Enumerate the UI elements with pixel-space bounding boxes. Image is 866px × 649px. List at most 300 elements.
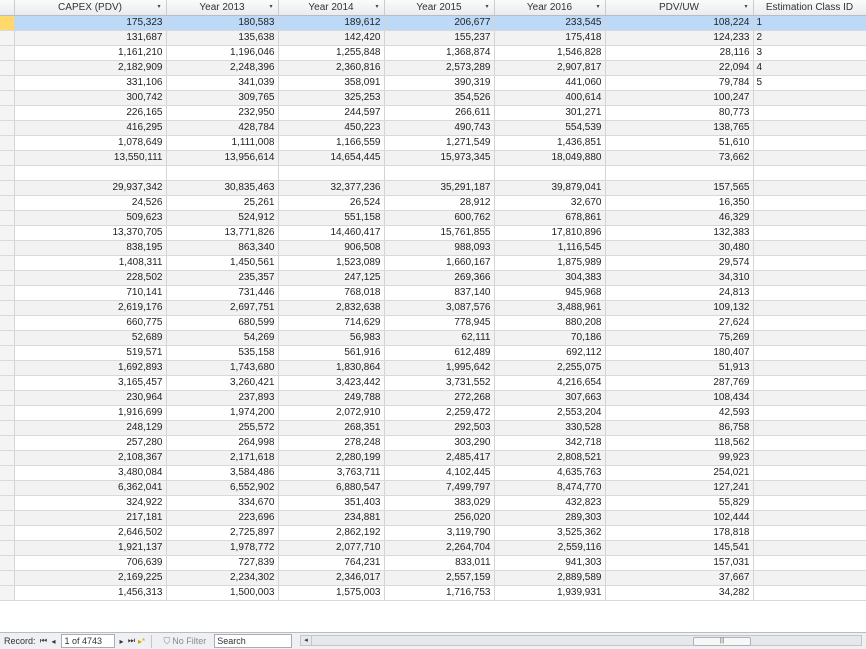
table-cell[interactable]: 254,021 — [605, 465, 753, 480]
table-cell[interactable]: 1,743,680 — [166, 360, 278, 375]
record-selector[interactable] — [0, 45, 14, 60]
table-row[interactable] — [0, 480, 866, 495]
record-selector[interactable] — [0, 450, 14, 465]
table-cell[interactable]: 2,234,302 — [166, 570, 278, 585]
record-selector[interactable] — [0, 165, 14, 180]
table-cell[interactable]: 244,597 — [278, 105, 384, 120]
table-cell[interactable]: 706,639 — [14, 555, 166, 570]
table-cell[interactable]: 1,716,753 — [384, 585, 494, 600]
table-cell[interactable]: 1,974,200 — [166, 405, 278, 420]
table-cell[interactable]: 13,771,826 — [166, 225, 278, 240]
table-cell[interactable]: 51,913 — [605, 360, 753, 375]
table-cell[interactable]: 509,623 — [14, 210, 166, 225]
table-cell[interactable]: 1,875,989 — [494, 255, 605, 270]
table-cell[interactable]: 30,480 — [605, 240, 753, 255]
table-row[interactable] — [0, 30, 866, 45]
record-selector[interactable] — [0, 555, 14, 570]
table-cell[interactable]: 1,575,003 — [278, 585, 384, 600]
table-cell[interactable]: 2,108,367 — [14, 450, 166, 465]
table-cell[interactable]: 22,094 — [605, 60, 753, 75]
table-cell[interactable] — [753, 390, 866, 405]
table-cell[interactable]: 2,573,289 — [384, 60, 494, 75]
table-cell[interactable]: 432,823 — [494, 495, 605, 510]
table-cell[interactable]: 561,916 — [278, 345, 384, 360]
table-cell[interactable]: 206,677 — [384, 15, 494, 30]
table-cell[interactable]: 3,087,576 — [384, 300, 494, 315]
record-selector[interactable] — [0, 585, 14, 600]
table-cell[interactable]: 1,660,167 — [384, 255, 494, 270]
table-cell[interactable]: 155,237 — [384, 30, 494, 45]
table-cell[interactable]: 135,638 — [166, 30, 278, 45]
record-selector[interactable] — [0, 180, 14, 195]
table-cell[interactable]: 1,116,545 — [494, 240, 605, 255]
table-cell[interactable]: 2,171,618 — [166, 450, 278, 465]
sort-dropdown-icon[interactable]: ▾ — [157, 4, 161, 10]
table-row[interactable] — [0, 420, 866, 435]
table-cell[interactable]: 838,195 — [14, 240, 166, 255]
table-cell[interactable] — [753, 240, 866, 255]
table-cell[interactable]: 145,541 — [605, 540, 753, 555]
table-cell[interactable] — [605, 165, 753, 180]
table-cell[interactable] — [384, 165, 494, 180]
table-cell[interactable]: 1,271,549 — [384, 135, 494, 150]
table-cell[interactable]: 75,269 — [605, 330, 753, 345]
table-cell[interactable]: 32,670 — [494, 195, 605, 210]
table-cell[interactable]: 301,271 — [494, 105, 605, 120]
table-cell[interactable]: 678,861 — [494, 210, 605, 225]
table-cell[interactable]: 2,072,910 — [278, 405, 384, 420]
table-cell[interactable]: 35,291,187 — [384, 180, 494, 195]
record-selector[interactable] — [0, 210, 14, 225]
table-cell[interactable]: 269,366 — [384, 270, 494, 285]
table-cell[interactable] — [753, 435, 866, 450]
record-selector[interactable] — [0, 510, 14, 525]
table-cell[interactable]: 138,765 — [605, 120, 753, 135]
record-selector[interactable] — [0, 390, 14, 405]
table-cell[interactable]: 2,559,116 — [494, 540, 605, 555]
table-cell[interactable]: 2,725,897 — [166, 525, 278, 540]
table-cell[interactable] — [753, 480, 866, 495]
table-cell[interactable]: 3,260,421 — [166, 375, 278, 390]
table-row[interactable] — [0, 90, 866, 105]
table-cell[interactable]: 124,233 — [605, 30, 753, 45]
table-cell[interactable]: 30,835,463 — [166, 180, 278, 195]
table-cell[interactable]: 535,158 — [166, 345, 278, 360]
record-selector[interactable] — [0, 195, 14, 210]
column-header-estimation-class-id[interactable] — [753, 0, 866, 15]
table-cell[interactable]: 232,950 — [166, 105, 278, 120]
first-record-icon[interactable]: ⏮ — [39, 636, 48, 645]
record-selector[interactable] — [0, 120, 14, 135]
table-cell[interactable]: 25,261 — [166, 195, 278, 210]
record-selector[interactable] — [0, 90, 14, 105]
table-cell[interactable]: 70,186 — [494, 330, 605, 345]
table-row[interactable] — [0, 315, 866, 330]
table-cell[interactable]: 554,539 — [494, 120, 605, 135]
table-cell[interactable] — [166, 165, 278, 180]
table-cell[interactable]: 680,599 — [166, 315, 278, 330]
table-cell[interactable] — [753, 135, 866, 150]
table-cell[interactable]: 2,557,159 — [384, 570, 494, 585]
table-cell[interactable]: 13,370,705 — [14, 225, 166, 240]
table-cell[interactable]: 287,769 — [605, 375, 753, 390]
table-cell[interactable]: 292,503 — [384, 420, 494, 435]
table-cell[interactable]: 102,444 — [605, 510, 753, 525]
table-cell[interactable]: 46,329 — [605, 210, 753, 225]
table-cell[interactable]: 131,687 — [14, 30, 166, 45]
record-selector[interactable] — [0, 300, 14, 315]
record-selector[interactable] — [0, 75, 14, 90]
next-record-icon[interactable]: ▸ — [119, 636, 124, 646]
table-cell[interactable]: 226,165 — [14, 105, 166, 120]
table-cell[interactable]: 24,526 — [14, 195, 166, 210]
table-cell[interactable] — [753, 360, 866, 375]
table-cell[interactable]: 223,696 — [166, 510, 278, 525]
table-cell[interactable] — [753, 540, 866, 555]
table-cell[interactable]: 6,362,041 — [14, 480, 166, 495]
table-cell[interactable]: 178,818 — [605, 525, 753, 540]
table-cell[interactable]: 109,132 — [605, 300, 753, 315]
table-cell[interactable]: 2 — [753, 30, 866, 45]
record-selector[interactable] — [0, 525, 14, 540]
table-cell[interactable] — [753, 450, 866, 465]
table-cell[interactable]: 132,383 — [605, 225, 753, 240]
table-cell[interactable]: 309,765 — [166, 90, 278, 105]
table-cell[interactable]: 3,119,790 — [384, 525, 494, 540]
table-cell[interactable]: 28,912 — [384, 195, 494, 210]
table-cell[interactable]: 247,125 — [278, 270, 384, 285]
record-selector[interactable] — [0, 435, 14, 450]
table-cell[interactable]: 307,663 — [494, 390, 605, 405]
table-cell[interactable] — [14, 165, 166, 180]
table-row[interactable] — [0, 345, 866, 360]
table-cell[interactable] — [278, 165, 384, 180]
table-cell[interactable]: 8,474,770 — [494, 480, 605, 495]
table-row[interactable] — [0, 450, 866, 465]
table-cell[interactable] — [753, 510, 866, 525]
table-cell[interactable]: 142,420 — [278, 30, 384, 45]
table-cell[interactable]: 1,166,559 — [278, 135, 384, 150]
record-selector[interactable] — [0, 105, 14, 120]
table-cell[interactable]: 304,383 — [494, 270, 605, 285]
table-cell[interactable]: 2,346,017 — [278, 570, 384, 585]
record-selector[interactable] — [0, 345, 14, 360]
table-cell[interactable]: 383,029 — [384, 495, 494, 510]
table-cell[interactable]: 1,523,089 — [278, 255, 384, 270]
table-cell[interactable]: 29,574 — [605, 255, 753, 270]
table-cell[interactable]: 1 — [753, 15, 866, 30]
scrollbar-thumb[interactable]: ||| — [693, 637, 751, 646]
table-row[interactable] — [0, 525, 866, 540]
table-cell[interactable]: 3,763,711 — [278, 465, 384, 480]
current-record-field[interactable]: 1 of 4743 — [61, 634, 115, 648]
table-cell[interactable]: 2,485,417 — [384, 450, 494, 465]
table-cell[interactable]: 99,923 — [605, 450, 753, 465]
table-cell[interactable]: 51,610 — [605, 135, 753, 150]
record-selector[interactable] — [0, 540, 14, 555]
table-cell[interactable] — [753, 585, 866, 600]
table-cell[interactable]: 441,060 — [494, 75, 605, 90]
table-cell[interactable] — [753, 285, 866, 300]
table-row[interactable] — [0, 225, 866, 240]
table-cell[interactable]: 2,255,075 — [494, 360, 605, 375]
table-cell[interactable]: 175,418 — [494, 30, 605, 45]
table-cell[interactable]: 2,889,589 — [494, 570, 605, 585]
table-cell[interactable]: 692,112 — [494, 345, 605, 360]
table-row[interactable] — [0, 165, 866, 180]
search-input[interactable]: Search — [214, 634, 292, 648]
table-row[interactable] — [0, 210, 866, 225]
table-row[interactable] — [0, 585, 866, 600]
table-cell[interactable]: 1,939,931 — [494, 585, 605, 600]
table-cell[interactable]: 5 — [753, 75, 866, 90]
table-cell[interactable]: 189,612 — [278, 15, 384, 30]
table-cell[interactable] — [753, 195, 866, 210]
table-cell[interactable]: 62,111 — [384, 330, 494, 345]
last-record-icon[interactable]: ⏭ — [127, 636, 136, 645]
table-cell[interactable]: 34,310 — [605, 270, 753, 285]
table-cell[interactable] — [753, 495, 866, 510]
table-cell[interactable]: 3 — [753, 45, 866, 60]
table-cell[interactable]: 2,553,204 — [494, 405, 605, 420]
table-cell[interactable]: 4,216,654 — [494, 375, 605, 390]
table-cell[interactable]: 325,253 — [278, 90, 384, 105]
column-header-year-2015[interactable] — [384, 0, 494, 15]
table-cell[interactable]: 2,280,199 — [278, 450, 384, 465]
table-cell[interactable]: 54,269 — [166, 330, 278, 345]
table-row[interactable] — [0, 105, 866, 120]
table-cell[interactable]: 237,893 — [166, 390, 278, 405]
table-cell[interactable]: 1,921,137 — [14, 540, 166, 555]
table-cell[interactable]: 2,697,751 — [166, 300, 278, 315]
table-cell[interactable]: 3,584,486 — [166, 465, 278, 480]
table-cell[interactable]: 1,368,874 — [384, 45, 494, 60]
previous-record-icon[interactable]: ◂ — [51, 636, 56, 646]
table-cell[interactable]: 390,319 — [384, 75, 494, 90]
table-cell[interactable]: 519,571 — [14, 345, 166, 360]
table-row[interactable] — [0, 375, 866, 390]
table-row[interactable] — [0, 270, 866, 285]
column-header-year-2013[interactable] — [166, 0, 278, 15]
table-cell[interactable]: 255,572 — [166, 420, 278, 435]
record-selector[interactable] — [0, 315, 14, 330]
table-cell[interactable]: 331,106 — [14, 75, 166, 90]
column-header-year-2016[interactable] — [494, 0, 605, 15]
table-row[interactable] — [0, 195, 866, 210]
table-cell[interactable]: 4 — [753, 60, 866, 75]
table-cell[interactable]: 6,552,902 — [166, 480, 278, 495]
table-row[interactable] — [0, 120, 866, 135]
no-filter-button[interactable] — [164, 636, 207, 647]
table-cell[interactable]: 248,129 — [14, 420, 166, 435]
table-cell[interactable]: 941,303 — [494, 555, 605, 570]
table-cell[interactable]: 351,403 — [278, 495, 384, 510]
table-cell[interactable]: 710,141 — [14, 285, 166, 300]
table-cell[interactable]: 863,340 — [166, 240, 278, 255]
table-row[interactable] — [0, 150, 866, 165]
table-cell[interactable] — [753, 300, 866, 315]
table-row[interactable] — [0, 435, 866, 450]
table-cell[interactable]: 906,508 — [278, 240, 384, 255]
table-cell[interactable]: 1,830,864 — [278, 360, 384, 375]
table-cell[interactable]: 7,499,797 — [384, 480, 494, 495]
table-row[interactable] — [0, 360, 866, 375]
record-selector[interactable] — [0, 30, 14, 45]
table-cell[interactable] — [753, 345, 866, 360]
table-cell[interactable] — [753, 420, 866, 435]
record-selector[interactable] — [0, 465, 14, 480]
new-record-icon[interactable]: ▸* — [137, 636, 146, 646]
table-cell[interactable]: 945,968 — [494, 285, 605, 300]
table-cell[interactable] — [753, 375, 866, 390]
table-cell[interactable]: 2,862,192 — [278, 525, 384, 540]
table-cell[interactable]: 731,446 — [166, 285, 278, 300]
table-cell[interactable] — [753, 330, 866, 345]
table-cell[interactable]: 2,264,704 — [384, 540, 494, 555]
table-cell[interactable]: 17,810,896 — [494, 225, 605, 240]
table-cell[interactable]: 400,614 — [494, 90, 605, 105]
table-cell[interactable]: 34,282 — [605, 585, 753, 600]
sort-dropdown-icon[interactable]: ▾ — [596, 4, 600, 10]
table-cell[interactable]: 180,407 — [605, 345, 753, 360]
table-cell[interactable]: 2,360,816 — [278, 60, 384, 75]
table-cell[interactable]: 42,593 — [605, 405, 753, 420]
table-cell[interactable]: 268,351 — [278, 420, 384, 435]
table-row[interactable] — [0, 390, 866, 405]
table-cell[interactable]: 108,224 — [605, 15, 753, 30]
table-cell[interactable]: 56,983 — [278, 330, 384, 345]
table-cell[interactable] — [753, 465, 866, 480]
table-cell[interactable]: 341,039 — [166, 75, 278, 90]
record-selector[interactable] — [0, 225, 14, 240]
table-cell[interactable]: 118,562 — [605, 435, 753, 450]
table-cell[interactable]: 278,248 — [278, 435, 384, 450]
table-row[interactable] — [0, 465, 866, 480]
table-cell[interactable] — [753, 150, 866, 165]
column-header-pdv-uw[interactable] — [605, 0, 753, 15]
record-selector[interactable] — [0, 240, 14, 255]
table-cell[interactable] — [753, 90, 866, 105]
table-cell[interactable]: 1,692,893 — [14, 360, 166, 375]
record-selector[interactable] — [0, 495, 14, 510]
table-cell[interactable]: 2,169,225 — [14, 570, 166, 585]
record-selector[interactable] — [0, 360, 14, 375]
record-selector[interactable] — [0, 480, 14, 495]
table-cell[interactable]: 1,111,008 — [166, 135, 278, 150]
table-cell[interactable]: 175,323 — [14, 15, 166, 30]
table-cell[interactable]: 157,031 — [605, 555, 753, 570]
table-cell[interactable]: 727,839 — [166, 555, 278, 570]
table-cell[interactable]: 1,196,046 — [166, 45, 278, 60]
sort-dropdown-icon[interactable]: ▾ — [269, 4, 273, 10]
table-row[interactable] — [0, 240, 866, 255]
table-cell[interactable]: 358,091 — [278, 75, 384, 90]
table-cell[interactable]: 257,280 — [14, 435, 166, 450]
table-row[interactable] — [0, 495, 866, 510]
table-cell[interactable]: 330,528 — [494, 420, 605, 435]
table-cell[interactable] — [753, 270, 866, 285]
table-cell[interactable]: 28,116 — [605, 45, 753, 60]
table-cell[interactable]: 3,480,084 — [14, 465, 166, 480]
table-cell[interactable]: 1,255,848 — [278, 45, 384, 60]
table-cell[interactable]: 300,742 — [14, 90, 166, 105]
record-selector[interactable] — [0, 330, 14, 345]
table-cell[interactable] — [753, 255, 866, 270]
table-cell[interactable]: 16,350 — [605, 195, 753, 210]
table-cell[interactable]: 416,295 — [14, 120, 166, 135]
table-cell[interactable]: 264,998 — [166, 435, 278, 450]
table-cell[interactable]: 1,995,642 — [384, 360, 494, 375]
table-cell[interactable] — [753, 315, 866, 330]
table-row[interactable] — [0, 60, 866, 75]
table-cell[interactable]: 249,788 — [278, 390, 384, 405]
table-cell[interactable]: 837,140 — [384, 285, 494, 300]
table-cell[interactable]: 39,879,041 — [494, 180, 605, 195]
table-cell[interactable]: 217,181 — [14, 510, 166, 525]
record-selector[interactable] — [0, 270, 14, 285]
table-cell[interactable]: 37,667 — [605, 570, 753, 585]
record-selector[interactable] — [0, 15, 14, 30]
table-cell[interactable] — [753, 405, 866, 420]
table-cell[interactable]: 3,423,442 — [278, 375, 384, 390]
table-cell[interactable]: 450,223 — [278, 120, 384, 135]
record-selector[interactable] — [0, 570, 14, 585]
table-cell[interactable]: 714,629 — [278, 315, 384, 330]
table-cell[interactable]: 52,689 — [14, 330, 166, 345]
table-cell[interactable]: 524,912 — [166, 210, 278, 225]
table-cell[interactable]: 73,662 — [605, 150, 753, 165]
table-cell[interactable] — [753, 210, 866, 225]
sort-dropdown-icon[interactable]: ▾ — [485, 4, 489, 10]
table-cell[interactable]: 1,456,313 — [14, 585, 166, 600]
table-cell[interactable]: 490,743 — [384, 120, 494, 135]
table-cell[interactable]: 6,880,547 — [278, 480, 384, 495]
table-cell[interactable]: 100,247 — [605, 90, 753, 105]
table-cell[interactable]: 2,259,472 — [384, 405, 494, 420]
table-cell[interactable]: 230,964 — [14, 390, 166, 405]
table-cell[interactable] — [753, 525, 866, 540]
table-cell[interactable]: 768,018 — [278, 285, 384, 300]
table-cell[interactable]: 551,158 — [278, 210, 384, 225]
table-row[interactable] — [0, 300, 866, 315]
table-cell[interactable]: 764,231 — [278, 555, 384, 570]
table-cell[interactable]: 15,973,345 — [384, 150, 494, 165]
table-cell[interactable] — [753, 555, 866, 570]
table-cell[interactable] — [753, 105, 866, 120]
table-row[interactable] — [0, 135, 866, 150]
column-header-capex[interactable] — [14, 0, 166, 15]
table-cell[interactable]: 55,829 — [605, 495, 753, 510]
table-row[interactable] — [0, 45, 866, 60]
record-selector[interactable] — [0, 135, 14, 150]
column-header-year-2014[interactable] — [278, 0, 384, 15]
select-all-corner[interactable] — [0, 0, 14, 15]
table-cell[interactable]: 1,450,561 — [166, 255, 278, 270]
table-cell[interactable]: 4,102,445 — [384, 465, 494, 480]
table-row[interactable] — [0, 510, 866, 525]
record-selector[interactable] — [0, 60, 14, 75]
scroll-left-icon[interactable]: ◂ — [301, 636, 312, 645]
table-cell[interactable]: 1,978,772 — [166, 540, 278, 555]
record-selector[interactable] — [0, 405, 14, 420]
table-cell[interactable]: 3,488,961 — [494, 300, 605, 315]
table-cell[interactable] — [753, 570, 866, 585]
table-cell[interactable]: 2,907,817 — [494, 60, 605, 75]
table-cell[interactable]: 32,377,236 — [278, 180, 384, 195]
table-cell[interactable]: 2,619,176 — [14, 300, 166, 315]
table-cell[interactable]: 24,813 — [605, 285, 753, 300]
table-cell[interactable]: 2,248,396 — [166, 60, 278, 75]
